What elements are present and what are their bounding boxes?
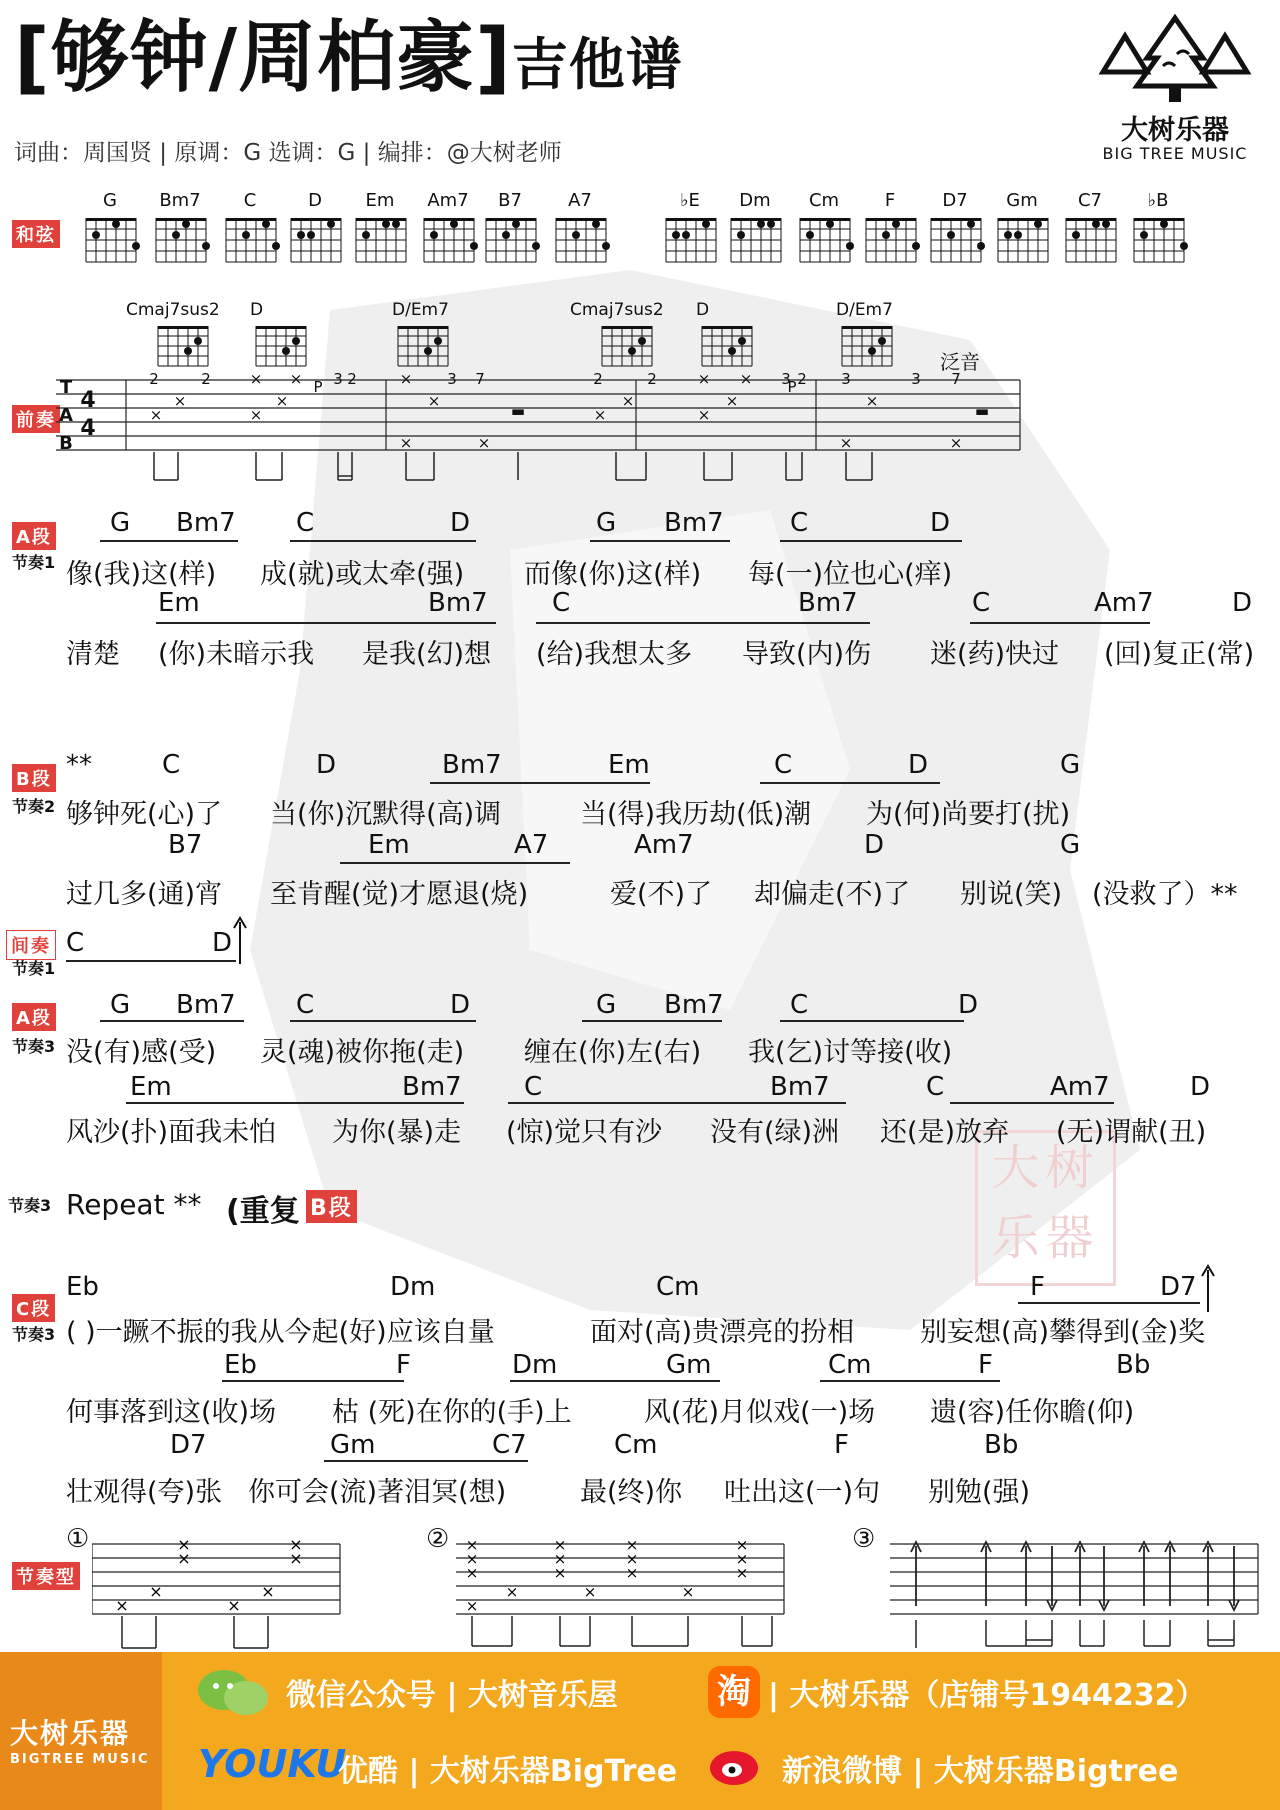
taobao-icon: 淘 bbox=[708, 1666, 760, 1718]
youku-logo: YOUKU bbox=[198, 1742, 347, 1786]
section-a2-tag: A段 bbox=[12, 1003, 56, 1031]
svg-text:×: × bbox=[275, 392, 289, 410]
page-title: [够钟/周柏豪]吉他谱 bbox=[14, 13, 683, 103]
chord-symbol: D bbox=[1190, 1072, 1211, 1102]
footer-brand-panel bbox=[0, 1652, 162, 1810]
lyric-phrase: (没救了）** bbox=[1092, 879, 1238, 910]
rhythm-1-label: 节奏1 bbox=[12, 553, 56, 572]
interlude-strum-arrow bbox=[232, 916, 248, 966]
svg-text:×: × bbox=[399, 372, 413, 388]
chord-symbol: F bbox=[978, 1350, 993, 1380]
lyric-phrase: 为(何)尚要打(扰) bbox=[866, 799, 1071, 830]
chord-symbol: Bm7 bbox=[176, 508, 236, 538]
lyric-phrase: 吐出这(一)句 bbox=[724, 1477, 881, 1508]
footer-brand: 大树乐器 bbox=[10, 1717, 131, 1750]
chord-underline bbox=[590, 540, 730, 542]
svg-text:3: 3 bbox=[447, 372, 457, 388]
lyric-phrase: (回)复正(常) bbox=[1104, 639, 1255, 670]
lyric-phrase: 至肯醒(觉)才愿退(烧) bbox=[270, 879, 529, 910]
svg-text:×: × bbox=[465, 1564, 479, 1582]
title-suffix: 吉他谱 bbox=[511, 33, 683, 98]
svg-text:2: 2 bbox=[593, 372, 603, 388]
chord-name: C7 bbox=[1077, 190, 1103, 211]
lyric-phrase: 风沙(扑)面我未怕 bbox=[66, 1117, 277, 1148]
chord-symbol: Bm7 bbox=[798, 588, 858, 618]
pattern-1-number: ① bbox=[66, 1524, 90, 1554]
svg-text:×: × bbox=[735, 1564, 749, 1582]
svg-text:×: × bbox=[735, 1550, 749, 1568]
svg-text:×: × bbox=[399, 434, 413, 452]
chord-underline bbox=[508, 1102, 846, 1104]
chord-symbol: Em bbox=[608, 750, 650, 780]
chord-name: B7 bbox=[498, 190, 522, 211]
chord-symbol: Gm bbox=[666, 1350, 712, 1380]
lyric-phrase: 还(是)放弃 bbox=[880, 1117, 1010, 1148]
chord-underline bbox=[780, 540, 962, 542]
chord-symbol: C bbox=[790, 508, 809, 538]
chord-symbol: Gm bbox=[330, 1430, 376, 1460]
chord-symbol: D7 bbox=[170, 1430, 207, 1460]
svg-text:2: 2 bbox=[647, 372, 657, 388]
intro-chord-name: Cmaj7sus2 bbox=[126, 300, 220, 320]
repeat-rhythm-label: 节奏3 bbox=[8, 1196, 52, 1215]
chord-symbol: Bm7 bbox=[442, 750, 502, 780]
svg-text:×: × bbox=[681, 1583, 695, 1601]
chord-symbol: C bbox=[774, 750, 793, 780]
chord-underline bbox=[760, 782, 940, 784]
lyric-phrase: 别勉(强) bbox=[928, 1477, 1031, 1508]
svg-text:×: × bbox=[149, 1582, 163, 1601]
chord-symbol: Cm bbox=[828, 1350, 872, 1380]
chord-symbol: D bbox=[212, 928, 233, 958]
repeat-b-text: (重复 bbox=[226, 1194, 300, 1229]
chord-underline bbox=[100, 540, 238, 542]
intro-tag: 前奏 bbox=[12, 405, 60, 433]
chord-symbol: C bbox=[66, 928, 85, 958]
chord-name: G bbox=[103, 190, 117, 211]
chord-symbol: D bbox=[450, 508, 471, 538]
intro-chord-name: D/Em7 bbox=[392, 300, 449, 320]
lyric-phrase: 却偏走(不)了 bbox=[754, 879, 911, 910]
intro-chord-name: D bbox=[696, 300, 710, 320]
chord-underline bbox=[126, 1102, 464, 1104]
lyric-phrase: (惊)觉只有沙 bbox=[506, 1117, 663, 1148]
chord-symbol: Bm7 bbox=[770, 1072, 830, 1102]
chord-symbol: Bm7 bbox=[176, 990, 236, 1020]
chord-symbol: ** bbox=[66, 750, 92, 780]
chord-underline bbox=[1018, 1302, 1200, 1304]
chord-symbol: D bbox=[908, 750, 929, 780]
chord-underline bbox=[950, 1102, 1114, 1104]
footer-youku[interactable]: 优酷 | 大树乐器BigTree bbox=[338, 1754, 678, 1789]
chord-symbol: C bbox=[296, 508, 315, 538]
chord-symbol: C7 bbox=[492, 1430, 527, 1460]
chord-underline bbox=[820, 1380, 1000, 1382]
lyric-phrase: 你可会(流)著泪冥(想) bbox=[248, 1477, 507, 1508]
svg-text:×: × bbox=[593, 406, 607, 424]
svg-text:×: × bbox=[625, 1536, 639, 1554]
chord-symbol: D bbox=[316, 750, 337, 780]
tab-clef-a: A bbox=[59, 405, 73, 426]
chord-underline bbox=[430, 782, 650, 784]
lyric-phrase: 清楚 bbox=[66, 639, 120, 670]
harmonic-label: 泛音 bbox=[940, 350, 980, 374]
chord-underline bbox=[780, 1020, 964, 1022]
lyric-phrase: 够钟死(心)了 bbox=[66, 799, 223, 830]
chord-underline bbox=[510, 1380, 720, 1382]
chord-name: Em bbox=[365, 190, 395, 211]
svg-text:3: 3 bbox=[841, 372, 851, 388]
lyric-phrase: 壮观得(夸)张 bbox=[66, 1477, 223, 1508]
section-b-tag: B段 bbox=[12, 764, 56, 792]
svg-text:×: × bbox=[465, 1536, 479, 1554]
chord-symbol: D bbox=[450, 990, 471, 1020]
wechat-icon bbox=[196, 1666, 270, 1718]
chord-symbol: A7 bbox=[514, 830, 549, 860]
chord-symbol: Am7 bbox=[1094, 588, 1154, 618]
section-c-tag: C段 bbox=[12, 1294, 55, 1322]
footer-brand-sub: BIGTREE MUSIC bbox=[10, 1752, 150, 1767]
svg-text:×: × bbox=[697, 372, 711, 388]
footer-wechat[interactable]: 微信公众号 | 大树音乐屋 bbox=[286, 1678, 618, 1713]
logo-name: 大树乐器 bbox=[1121, 115, 1229, 146]
lyric-phrase: 风(花)月似戏(一)场 bbox=[644, 1397, 876, 1428]
time-sig-top: 4 bbox=[80, 388, 96, 413]
chord-symbol: D bbox=[1232, 588, 1253, 618]
repeat-b-tag: B段 bbox=[306, 1190, 357, 1223]
chord-name: F bbox=[884, 190, 896, 211]
chord-name: A7 bbox=[568, 190, 592, 211]
svg-text:×: × bbox=[697, 406, 711, 424]
chord-underline bbox=[66, 960, 236, 962]
watermark-stamp: 大树乐器 bbox=[975, 1130, 1116, 1286]
chord-symbol: C bbox=[162, 750, 181, 780]
svg-text:×: × bbox=[427, 392, 441, 410]
svg-text:×: × bbox=[839, 434, 853, 452]
chord-symbol: D bbox=[958, 990, 979, 1020]
lyric-phrase: 我(乞)讨等接(收) bbox=[748, 1037, 953, 1068]
chord-symbol: B7 bbox=[168, 830, 203, 860]
chord-symbol: Eb bbox=[66, 1272, 99, 1302]
chord-symbol: Em bbox=[158, 588, 200, 618]
svg-text:2: 2 bbox=[797, 372, 807, 388]
chord-name: Gm bbox=[1006, 190, 1038, 211]
svg-text:×: × bbox=[625, 1550, 639, 1568]
svg-text:2: 2 bbox=[201, 372, 211, 388]
footer-banner bbox=[0, 1652, 1280, 1810]
rhythm-2-label: 节奏2 bbox=[12, 797, 56, 816]
chord-symbol: Bb bbox=[984, 1430, 1019, 1460]
svg-text:×: × bbox=[115, 1596, 129, 1615]
repeat-text: Repeat ** bbox=[66, 1188, 202, 1221]
rhythm-3-label: 节奏3 bbox=[12, 1037, 56, 1056]
svg-text:×: × bbox=[725, 392, 739, 410]
lyric-phrase: 面对(高)贵漂亮的扮相 bbox=[590, 1317, 855, 1348]
chord-name: Cm bbox=[808, 190, 840, 211]
lyric-phrase: 缠在(你)左(右) bbox=[524, 1037, 702, 1068]
weibo-icon bbox=[708, 1736, 766, 1788]
lyric-phrase: (无)谓献(丑) bbox=[1056, 1117, 1207, 1148]
chord-symbol: Bm7 bbox=[664, 508, 724, 538]
pattern-1-staff bbox=[92, 1536, 342, 1652]
chord-symbol: G bbox=[1060, 830, 1081, 860]
lyric-phrase: 枯 (死)在你的(手)上 bbox=[332, 1397, 572, 1428]
chord-underline bbox=[340, 862, 570, 864]
lyric-phrase: ( )一蹶不振的我从今起(好)应该自量 bbox=[66, 1317, 495, 1348]
svg-text:7: 7 bbox=[475, 372, 485, 388]
lyric-phrase: 遗(容)任你瞻(仰) bbox=[930, 1397, 1135, 1428]
svg-text:×: × bbox=[553, 1564, 567, 1582]
svg-text:×: × bbox=[505, 1583, 519, 1601]
chord-symbol: Am7 bbox=[1050, 1072, 1110, 1102]
section-c-rhythm-label: 节奏3 bbox=[12, 1325, 56, 1344]
chord-symbol: C bbox=[524, 1072, 543, 1102]
svg-text:×: × bbox=[289, 372, 303, 388]
lyric-phrase: (给)我想太多 bbox=[536, 639, 693, 670]
time-sig-bottom: 4 bbox=[80, 416, 96, 441]
chord-name: ♭E bbox=[680, 190, 700, 211]
chord-symbol: D bbox=[930, 508, 951, 538]
chord-symbol: Am7 bbox=[634, 830, 694, 860]
section-a-tag: A段 bbox=[12, 522, 56, 550]
lyric-phrase: 过几多(通)宵 bbox=[66, 879, 223, 910]
svg-text:2: 2 bbox=[149, 372, 159, 388]
chord-name: Bm7 bbox=[159, 190, 201, 211]
chord-symbol: Bb bbox=[1116, 1350, 1151, 1380]
intro-chord-name: D bbox=[250, 300, 264, 320]
chord-underline bbox=[324, 1460, 528, 1462]
chord-symbol: Dm bbox=[512, 1350, 558, 1380]
svg-text:×: × bbox=[739, 372, 753, 388]
chord-underline bbox=[222, 1380, 404, 1382]
chord-symbol: Bm7 bbox=[664, 990, 724, 1020]
svg-text:×: × bbox=[625, 1564, 639, 1582]
chord-symbol: G bbox=[110, 990, 131, 1020]
chord-symbol: Em bbox=[130, 1072, 172, 1102]
chord-symbol: C bbox=[972, 588, 991, 618]
svg-text:×: × bbox=[249, 406, 263, 424]
chord-symbol: G bbox=[1060, 750, 1081, 780]
pattern-3-number: ③ bbox=[852, 1524, 876, 1554]
svg-text:×: × bbox=[477, 434, 491, 452]
lyric-phrase: 导致(内)伤 bbox=[742, 639, 872, 670]
logo-subtitle: BIG TREE MUSIC bbox=[1102, 144, 1248, 163]
lyric-phrase: (你)未暗示我 bbox=[158, 639, 315, 670]
lyric-phrase: 灵(魂)被你拖(走) bbox=[260, 1037, 465, 1068]
pattern-2-staff bbox=[456, 1536, 786, 1652]
svg-text:2: 2 bbox=[347, 372, 357, 388]
lyric-phrase: 成(就)或太牵(强) bbox=[260, 559, 465, 590]
lyric-phrase: 是我(幻)想 bbox=[362, 639, 492, 670]
chord-underline bbox=[290, 1020, 476, 1022]
footer-weibo[interactable]: 新浪微博 | 大树乐器Bigtree bbox=[782, 1754, 1179, 1789]
tab-clef-b: B bbox=[59, 433, 73, 454]
svg-text:×: × bbox=[227, 1596, 241, 1615]
svg-text:×: × bbox=[621, 392, 635, 410]
chord-name: Am7 bbox=[427, 190, 469, 211]
lyric-phrase: 何事落到这(收)场 bbox=[66, 1397, 277, 1428]
svg-text:×: × bbox=[289, 1536, 303, 1554]
svg-text:×: × bbox=[177, 1536, 191, 1554]
svg-text:▬: ▬ bbox=[510, 402, 526, 420]
chord-underline bbox=[536, 622, 870, 624]
lyric-phrase: 而像(你)这(样) bbox=[524, 559, 702, 590]
pull-off-mark: P bbox=[313, 378, 323, 396]
lyric-phrase: 像(我)这(样) bbox=[66, 559, 217, 590]
chord-symbol: G bbox=[596, 508, 617, 538]
chord-symbol: C bbox=[926, 1072, 945, 1102]
svg-text:×: × bbox=[949, 434, 963, 452]
chord-symbol: C bbox=[296, 990, 315, 1020]
svg-text:×: × bbox=[177, 1549, 191, 1568]
chord-symbol: Cm bbox=[614, 1430, 658, 1460]
c-section-strum-arrow bbox=[1200, 1264, 1216, 1314]
lyric-phrase: 迷(药)快过 bbox=[930, 639, 1060, 670]
svg-text:×: × bbox=[465, 1597, 479, 1615]
svg-text:×: × bbox=[583, 1583, 597, 1601]
pattern-2-number: ② bbox=[426, 1524, 450, 1554]
chord-symbol: D bbox=[864, 830, 885, 860]
chord-symbol: G bbox=[596, 990, 617, 1020]
svg-text:×: × bbox=[553, 1536, 567, 1554]
chord-symbol: C bbox=[552, 588, 571, 618]
svg-text:3: 3 bbox=[911, 372, 921, 388]
footer-taobao[interactable]: | 大树乐器（店铺号1944232） bbox=[768, 1678, 1206, 1713]
chord-underline bbox=[290, 540, 476, 542]
chord-symbol: Em bbox=[368, 830, 410, 860]
lyric-phrase: 别说(笑) bbox=[960, 879, 1063, 910]
chord-symbol: Bm7 bbox=[428, 588, 488, 618]
interlude-tag: 间奏 bbox=[6, 930, 56, 960]
lyric-phrase: 当(得)我历劫(低)潮 bbox=[580, 799, 812, 830]
svg-text:3: 3 bbox=[781, 372, 791, 388]
chords-tag: 和弦 bbox=[12, 220, 60, 248]
chord-name: Dm bbox=[739, 190, 771, 211]
song-meta: 词曲：周国贤 | 原调：G 选调：G | 编排：@大树老师 bbox=[14, 140, 562, 166]
svg-text:3: 3 bbox=[333, 372, 343, 388]
chord-symbol: F bbox=[834, 1430, 849, 1460]
svg-text:×: × bbox=[173, 392, 187, 410]
lyric-phrase: 没(有)感(受) bbox=[66, 1037, 217, 1068]
chord-symbol: F bbox=[396, 1350, 411, 1380]
intro-chord-name: Cmaj7sus2 bbox=[570, 300, 664, 320]
chord-name: D7 bbox=[942, 190, 968, 211]
chord-symbol: F bbox=[1030, 1272, 1045, 1302]
svg-text:P: P bbox=[787, 378, 797, 396]
chord-name: ♭B bbox=[1147, 190, 1169, 211]
pattern-tag: 节奏型 bbox=[12, 1562, 80, 1590]
pattern-3-staff bbox=[890, 1536, 1260, 1652]
chord-symbol: Dm bbox=[390, 1272, 436, 1302]
svg-text:×: × bbox=[735, 1536, 749, 1554]
chord-symbol: Bm7 bbox=[402, 1072, 462, 1102]
lyric-phrase: 为你(暴)走 bbox=[332, 1117, 462, 1148]
chord-name: D bbox=[308, 190, 322, 211]
intro-chord-name: D/Em7 bbox=[836, 300, 893, 320]
svg-text:▬: ▬ bbox=[974, 402, 990, 420]
chord-underline bbox=[156, 622, 496, 624]
tab-clef-t: T bbox=[59, 377, 73, 398]
lyric-phrase: 别妄想(高)攀得到(金)奖 bbox=[920, 1317, 1206, 1348]
svg-text:×: × bbox=[149, 406, 163, 424]
svg-text:×: × bbox=[261, 1582, 275, 1601]
svg-text:×: × bbox=[289, 1549, 303, 1568]
interlude-rhythm-label: 节奏1 bbox=[12, 959, 56, 978]
chord-underline bbox=[100, 1020, 244, 1022]
chord-name: C bbox=[243, 190, 257, 211]
lyric-phrase: 没有(绿)洲 bbox=[710, 1117, 840, 1148]
chord-symbol: Cm bbox=[656, 1272, 700, 1302]
svg-text:×: × bbox=[865, 392, 879, 410]
chord-symbol: G bbox=[110, 508, 131, 538]
chord-underline bbox=[970, 622, 1150, 624]
chord-symbol: D7 bbox=[1160, 1272, 1197, 1302]
chord-symbol: Eb bbox=[224, 1350, 257, 1380]
svg-text:7: 7 bbox=[951, 372, 961, 388]
lyric-phrase: 最(终)你 bbox=[580, 1477, 683, 1508]
lyric-phrase: 当(你)沉默得(高)调 bbox=[270, 799, 502, 830]
chord-symbol: C bbox=[790, 990, 809, 1020]
svg-text:×: × bbox=[249, 372, 263, 388]
chord-underline bbox=[582, 1020, 722, 1022]
lyric-phrase: 爱(不)了 bbox=[610, 879, 713, 910]
lyric-phrase: 每(一)位也心(痒) bbox=[748, 559, 953, 590]
svg-text:×: × bbox=[465, 1550, 479, 1568]
svg-text:×: × bbox=[553, 1550, 567, 1568]
